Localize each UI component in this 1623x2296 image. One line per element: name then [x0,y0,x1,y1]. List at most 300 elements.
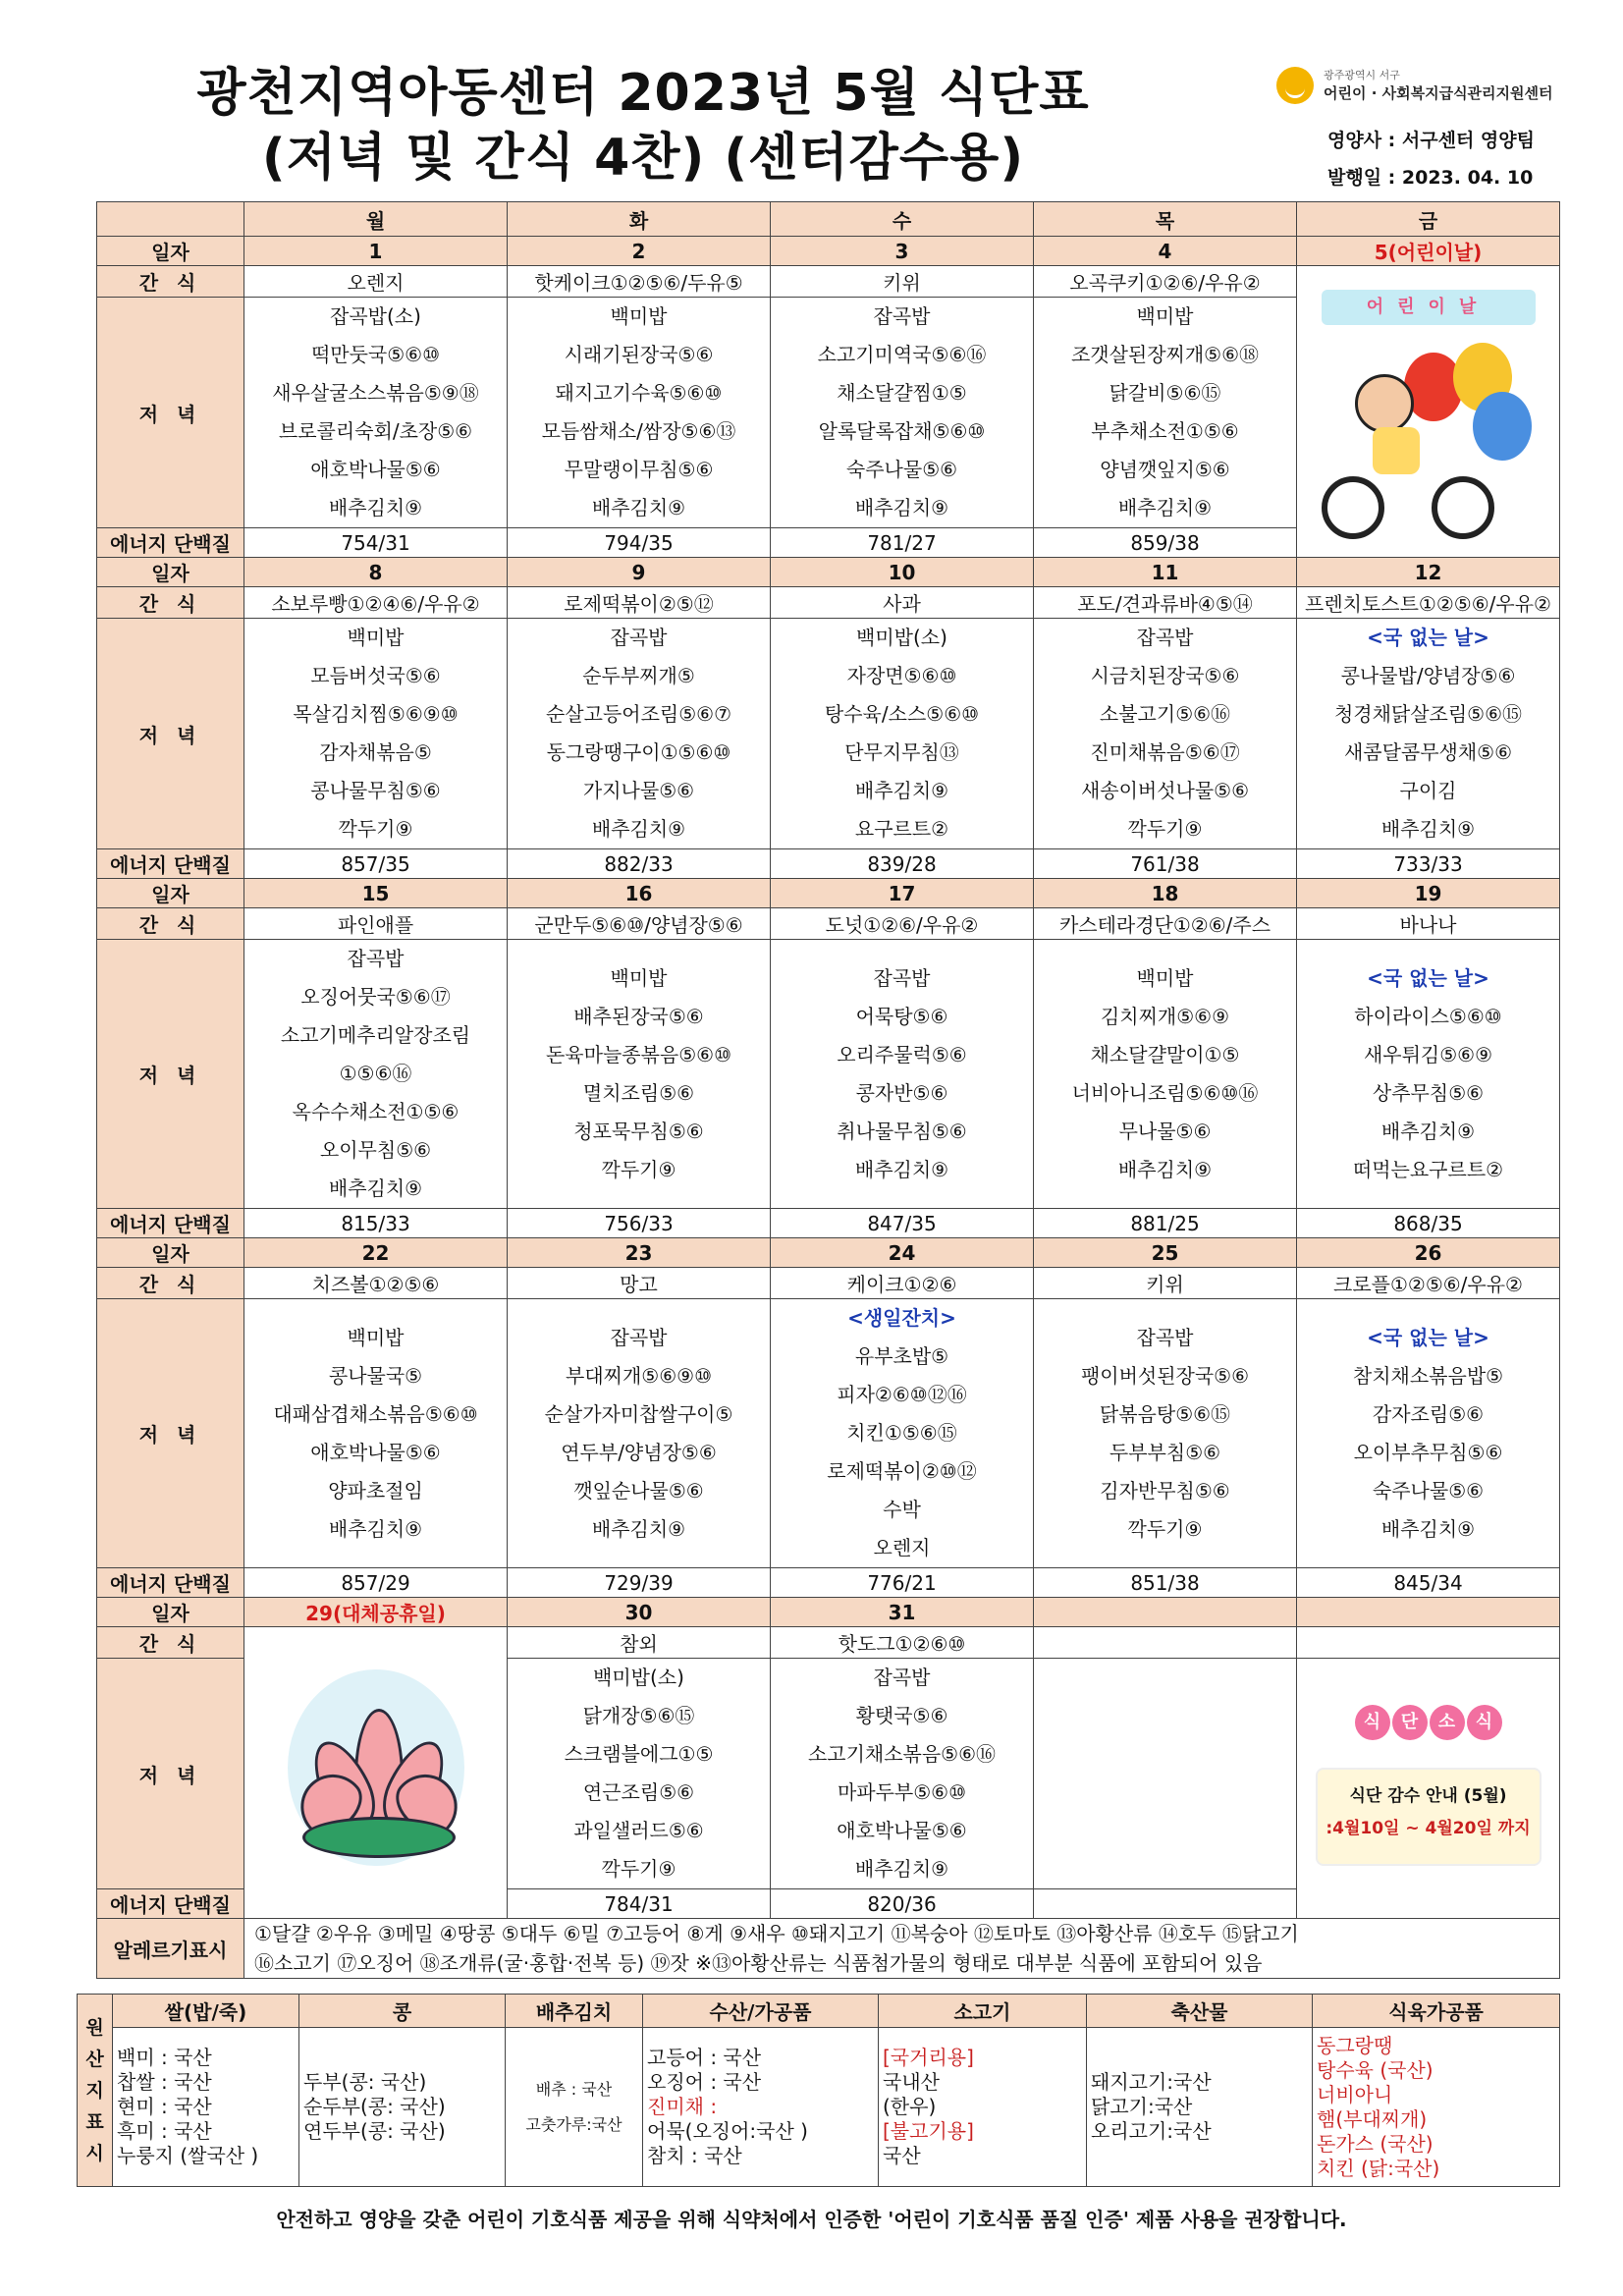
dish-item: 감자채볶음⑤ [319,740,432,764]
dish-item: 단무지무침⑬ [844,740,959,764]
origin-item: 누룽지 (쌀국산 ) [117,2144,259,2167]
snack-cell: 사과 [771,587,1034,619]
dinner-cell [244,1299,508,1568]
dinner-items [244,298,507,527]
date-cell: 17 [771,879,1034,908]
snack-label: 간 식 [97,1627,244,1659]
wheel-icon [1322,476,1384,539]
dinner-cell [1297,619,1560,849]
dish-item: 애호박나물⑤⑥ [837,1819,967,1842]
child-body-icon [1373,427,1420,474]
snack-cell: 포도/견과류바④⑤⑭ [1034,587,1297,619]
snack-cell: 키위 [771,266,1034,298]
origin-item: 찹쌀 : 국산 [117,2070,212,2094]
origin-head-kimchi: 배추김치 [506,1995,643,2028]
dish-item: 잡곡밥 [1136,626,1194,649]
origin-head-bean: 콩 [299,1995,506,2028]
dinner-items [508,959,770,1189]
date-row [97,237,1560,266]
banner-text: 어린이날 [1366,297,1490,317]
energy-row [97,1568,1560,1598]
energy-cell: 784/31 [508,1889,771,1919]
energy-cell: 868/35 [1297,1209,1560,1238]
snack-cell: 카스테라경단①②⑥/주스 [1034,908,1297,940]
snack-cell: 케이크①②⑥ [771,1268,1034,1299]
dish-item: 부대찌개⑤⑥⑨⑩ [566,1363,712,1388]
snack-cell: 소보루빵①②④⑥/우유② [244,587,508,619]
origin-head-livestock: 축산물 [1087,1995,1313,2028]
energy-cell: 857/35 [244,849,508,879]
dish-item: 잡곡밥 [610,626,668,649]
day-thu: 목 [1034,202,1297,237]
origin-item: 돈가스 (국산) [1317,2131,1434,2156]
origin-item: 고춧가루:국산 [525,2114,622,2134]
energy-cell: 794/35 [508,528,771,558]
wheel-icon [1432,476,1494,539]
dish-item: 새송이버섯나물⑤⑥ [1080,779,1250,802]
notice-line-2: :4월10일 ~ 4월20일 까지 [1325,1819,1531,1838]
dish-item: 너비아니조림⑤⑥⑩⑯ [1071,1080,1259,1105]
date-cell: 16 [508,879,771,908]
origin-item: 동그랑땡 [1317,2033,1393,2057]
dish-item: 떡만둣국⑤⑥⑩ [310,343,441,366]
badge-char: 소 [1430,1705,1465,1740]
origin-item: 고등어 : 국산 [647,2046,762,2069]
dinner-items [771,1659,1033,1888]
dietitian: 영양사 : 서구센터 영양팀 [1327,130,1535,151]
snack-cell: 망고 [508,1268,771,1299]
dish-item: 백미밥 [347,626,405,649]
dish-item: 오리주물럭⑤⑥ [837,1042,967,1066]
dish-item: 콩나물밥/양념장⑤⑥ [1340,664,1516,687]
origin-item: 닭고기:국산 [1091,2095,1193,2118]
date-cell: 18 [1034,879,1297,908]
lotus-picture [244,1627,508,1919]
dish-item: 잡곡밥 [873,304,931,328]
energy-label: 에너지 단백질 [97,1209,244,1238]
notice-badges [1316,1705,1542,1740]
dish-item: 김치찌개⑤⑥⑨ [1100,1004,1230,1028]
origin-item: 오리고기:국산 [1091,2119,1212,2143]
dinner-row [97,940,1560,1209]
dish-item: 오이무침⑤⑥ [319,1138,432,1162]
child-bicycle-illustration [1316,284,1542,539]
dish-item: 하이라이스⑤⑥⑩ [1354,1004,1502,1028]
dinner-label: 저 녁 [97,940,244,1209]
dish-item: 백미밥(소) [856,626,947,649]
dish-item: <국 없는 날> [1367,626,1489,649]
energy-cell: 851/38 [1034,1568,1297,1598]
origin-beef [879,2028,1087,2187]
dish-item: 닭갈비⑤⑥⑮ [1109,381,1221,405]
date-cell: 2 [508,237,771,266]
childrens-day-banner [1322,290,1536,325]
dish-item: 배추김치⑨ [591,817,686,841]
dish-item: <국 없는 날> [1367,965,1489,990]
snack-label: 간 식 [97,266,244,298]
origin-livestock [1087,2028,1313,2187]
dish-item: 숙주나물⑤⑥ [845,458,958,481]
dish-item: 구이김 [1399,779,1457,802]
dinner-label: 저 녁 [97,1299,244,1568]
origin-head-beef: 소고기 [879,1995,1087,2028]
origin-item: 배추 : 국산 [535,2079,613,2099]
snack-cell: 오렌지 [244,266,508,298]
dish-item: 배추김치⑨ [854,496,949,519]
energy-cell: 733/33 [1297,849,1560,879]
dish-item: 새콤달콤무생채⑤⑥ [1343,740,1513,764]
snack-cell: 키위 [1034,1268,1297,1299]
origin-item: 너비아니 [1317,2082,1393,2106]
dish-item: 깍두기⑨ [338,817,413,841]
date-label: 일자 [97,1598,244,1627]
snack-row [97,908,1560,940]
energy-label: 에너지 단백질 [97,1889,244,1919]
dinner-items [1034,298,1296,527]
dish-item: 황탯국⑤⑥ [855,1704,948,1727]
dish-item: 모듬쌈채소/쌈장⑤⑥⑬ [541,419,736,443]
origin-item: 백미 : 국산 [117,2046,212,2069]
dish-item: 자장면⑤⑥⑩ [846,664,957,687]
badge-char: 식 [1355,1705,1390,1740]
dinner-row [97,1299,1560,1568]
origin-item: 산 [85,2048,104,2070]
origin-item: 참치 : 국산 [647,2144,742,2167]
notice-line-1: 식단 감수 안내 (5월) [1349,1786,1507,1806]
dinner-label: 저 녁 [97,1659,244,1889]
dish-item: 닭볶음탕⑤⑥⑮ [1099,1401,1231,1426]
dish-item: 잡곡밥(소) [330,304,421,328]
balloon-icon [1473,392,1532,461]
dinner-cell [1034,940,1297,1209]
snack-cell [1034,1627,1297,1659]
dish-item: 어묵탕⑤⑥ [855,1004,948,1028]
dish-item: 닭개장⑤⑥⑮ [582,1704,695,1727]
dish-item: 참치채소볶음밥⑤ [1352,1363,1504,1388]
dinner-row [97,619,1560,849]
origin-item: 오징어 : 국산 [647,2070,762,2094]
energy-cell: 815/33 [244,1209,508,1238]
date-row [97,1238,1560,1268]
dish-item: 무나물⑤⑥ [1118,1119,1212,1143]
lotus-illustration [268,1660,484,1886]
snack-row [97,587,1560,619]
energy-cell: 859/38 [1034,528,1297,558]
date-row [97,1598,1560,1627]
date-cell: 26 [1297,1238,1560,1268]
dinner-label: 저 녁 [97,619,244,849]
date-cell: 8 [244,558,508,587]
notice-cell [1297,1659,1560,1919]
dish-item: 두부부침⑤⑥ [1109,1440,1221,1464]
date-row [97,879,1560,908]
origin-item: 탕수육 (국산) [1317,2057,1434,2082]
dish-item: 백미밥 [610,304,668,328]
energy-cell: 756/33 [508,1209,771,1238]
dish-item: 양념깻잎지⑤⑥ [1100,458,1230,481]
date-cell: 24 [771,1238,1034,1268]
page-title: 광천지역아동센터 2023년 5월 식단표 [196,64,1090,123]
origin-processed [1313,2028,1560,2187]
dinner-cell [771,940,1034,1209]
dish-item: 소고기채소볶음⑤⑥⑯ [807,1742,997,1766]
dish-item: 탕수육/소스⑤⑥⑩ [824,702,980,726]
dish-item: 소고기미역국⑤⑥⑯ [817,343,987,366]
snack-cell [1297,1627,1560,1659]
dish-item: 채소달걀찜①⑤ [837,381,967,405]
child-head-icon [1355,374,1414,433]
badge-char: 식 [1467,1705,1502,1740]
origin-item: 시 [85,2142,104,2164]
dish-item: 콩나물국⑤ [328,1363,423,1388]
dish-item: 깻잎순나물⑤⑥ [573,1478,704,1503]
energy-cell: 857/29 [244,1568,508,1598]
energy-label: 에너지 단백질 [97,528,244,558]
dish-item: 알록달록잡채⑤⑥⑩ [818,419,986,443]
allergen-label: 알레르기표시 [97,1919,244,1979]
dish-item: 배추김치⑨ [1117,496,1213,519]
energy-cell [1034,1889,1297,1919]
dish-item: 취나물무침⑤⑥ [837,1119,967,1143]
origin-item: 원 [85,2016,104,2039]
energy-cell: 781/27 [771,528,1034,558]
snack-cell: 핫케이크①②⑤⑥/두유⑤ [508,266,771,298]
date-row [97,558,1560,587]
dish-item: 배추김치⑨ [854,1157,949,1181]
dish-item: 새우튀김⑤⑥⑨ [1363,1042,1493,1066]
dish-item: 깍두기⑨ [1127,817,1203,841]
origin-item: 흑미 : 국산 [117,2119,212,2143]
date-cell: 23 [508,1238,771,1268]
dish-item: 순살고등어조림⑤⑥⑦ [545,702,732,726]
dish-item: <생일잔치> [847,1306,956,1330]
dinner-items [1034,959,1296,1189]
dinner-cell [1297,940,1560,1209]
energy-cell: 776/21 [771,1568,1034,1598]
dish-item: 무말랭이무침⑤⑥ [564,458,714,481]
dish-item: 깍두기⑨ [601,1157,676,1181]
snack-row [97,1627,1560,1659]
energy-row [97,849,1560,879]
dinner-items [508,298,770,527]
date-cell: 30 [508,1598,771,1627]
energy-cell: 754/31 [244,528,508,558]
origin-item: 진미채 : [647,2095,718,2118]
dish-item: 백미밥 [1136,304,1194,328]
origin-item: 돼지고기:국산 [1091,2070,1212,2094]
snack-cell: 치즈볼①②⑤⑥ [244,1268,508,1299]
dish-item: 소고기메추리알장조림 [280,1023,471,1047]
dish-item: 배추김치⑨ [854,1857,949,1881]
allergen-legend [244,1919,1560,1979]
dish-item: 브로콜리숙회/초장⑤⑥ [278,419,473,443]
snack-label: 간 식 [97,908,244,940]
energy-row [97,1209,1560,1238]
menu-review-notice [1316,1705,1542,1872]
snack-label: 간 식 [97,1268,244,1299]
dish-item: 배추김치⑨ [591,496,686,519]
origin-item: 순두부(콩: 국산) [303,2095,446,2118]
dish-item: 애호박나물⑤⑥ [310,458,441,481]
dinner-items [244,619,507,848]
origin-item: 연두부(콩: 국산) [303,2119,446,2143]
dinner-items [508,619,770,848]
logo-main-text: 어린이 · 사회복지급식관리지원센터 [1324,84,1553,102]
origin-item: 현미 : 국산 [117,2095,212,2118]
dish-item: 피자②⑥⑩⑫⑯ [837,1383,967,1406]
energy-cell: 729/39 [508,1568,771,1598]
dinner-items [1034,1319,1296,1549]
date-cell: 29(대체공휴일) [244,1598,508,1627]
energy-cell: 820/36 [771,1889,1034,1919]
origin-item: 햄(부대찌개) [1317,2106,1428,2131]
snack-cell: 바나나 [1297,908,1560,940]
dish-item: 깍두기⑨ [601,1857,676,1881]
dish-item: 배추된장국⑤⑥ [573,1004,704,1028]
dish-item: ①⑤⑥⑯ [339,1062,412,1085]
date-cell: 11 [1034,558,1297,587]
dish-item: 애호박나물⑤⑥ [310,1440,441,1464]
origin-rice [113,2028,299,2187]
energy-cell: 881/25 [1034,1209,1297,1238]
dish-item: 떠먹는요구르트② [1352,1157,1504,1181]
day-mon: 월 [244,202,508,237]
dish-item: 배추김치⑨ [1117,1157,1213,1181]
allergen-line-2: ⑯소고기 ⑰오징어 ⑱조개류(굴·홍합·전복 등) ⑲잣 ※⑬아황산류는 식품첨가물의 형태로 대부분 식품에 포함되어 있음 [254,1951,1263,1975]
dish-item: 콩자반⑤⑥ [855,1080,948,1105]
date-cell: 5(어린이날) [1297,237,1560,266]
dish-item: 유부초밥⑤ [854,1344,949,1368]
date-cell: 25 [1034,1238,1297,1268]
allergen-row [97,1919,1560,1979]
dish-item: 소불고기⑤⑥⑯ [1099,702,1231,726]
dish-item: 오이부추무침⑤⑥ [1353,1440,1503,1464]
origin-item: 국산 [883,2144,921,2167]
date-label: 일자 [97,1238,244,1268]
origin-item: (한우) [883,2095,937,2118]
footer-notice: 안전하고 영양을 갖춘 어린이 기호식품 제공을 위해 식약처에서 인증한 '어린이 기호식품 품질 인증' 제품 사용을 권장합니다. [276,2208,1347,2231]
dish-item: 숙주나물⑤⑥ [1372,1478,1485,1503]
snack-cell: 프렌치토스트①②⑤⑥/우유② [1297,587,1560,619]
dinner-cell [508,1299,771,1568]
dinner-cell [244,298,508,528]
dish-item: 모듬버섯국⑤⑥ [310,664,441,687]
snack-cell: 로제떡볶이②⑤⑫ [508,587,771,619]
dish-item: 요구르트② [854,817,949,841]
dish-item: 배추김치⑨ [328,496,423,519]
snack-cell: 도넛①②⑥/우유② [771,908,1034,940]
dish-item: 과일샐러드⑤⑥ [573,1819,704,1842]
dish-item: 새우살굴소스볶음⑤⑨⑱ [272,381,479,405]
snack-cell: 크로플①②⑤⑥/우유② [1297,1268,1560,1299]
snack-label: 간 식 [97,587,244,619]
dish-item: 채소달걀말이①⑤ [1090,1042,1240,1066]
dinner-cell [508,298,771,528]
dish-item: 부추채소전①⑤⑥ [1091,419,1239,443]
dinner-items [508,1659,770,1888]
dish-item: 옥수수채소전①⑤⑥ [292,1100,460,1123]
origin-head-rice: 쌀(밥/죽) [113,1995,299,2028]
dinner-items [771,959,1033,1189]
snack-cell: 핫도그①②⑥⑩ [771,1627,1034,1659]
dinner-items [771,1299,1033,1567]
date-label: 일자 [97,237,244,266]
dish-item: 배추김치⑨ [1380,1516,1476,1541]
dish-item: 조갯살된장찌개⑤⑥⑱ [1070,343,1260,366]
dish-item: 청포묵무침⑤⑥ [573,1119,704,1143]
dish-item: 상추무침⑤⑥ [1372,1080,1485,1105]
origin-seafood [643,2028,879,2187]
dish-item: 김자반무침⑤⑥ [1100,1478,1230,1503]
origin-item: 지 [85,2079,104,2102]
dish-item: 멸치조림⑤⑥ [582,1080,695,1105]
dish-item: 잡곡밥 [873,965,931,990]
origin-header-row [78,1995,1560,2028]
energy-cell: 761/38 [1034,849,1297,879]
date-cell: 4 [1034,237,1297,266]
dinner-items [1297,1319,1559,1549]
dinner-cell [508,940,771,1209]
dish-item: 잡곡밥 [873,1666,931,1689]
day-fri: 금 [1297,202,1560,237]
origin-head-seafood: 수산/가공품 [643,1995,879,2028]
origin-item: 표 [85,2110,104,2133]
dinner-items [771,298,1033,527]
childrens-day-picture [1297,266,1560,558]
dish-item: 가지나물⑤⑥ [582,779,695,802]
dinner-cell [244,940,508,1209]
dish-item: 백미밥 [610,965,668,990]
dinner-cell [771,1299,1034,1568]
dish-item: 백미밥 [347,1325,405,1349]
origin-head-processed: 식육가공품 [1313,1995,1560,2028]
origin-kimchi [506,2028,643,2187]
snack-row [97,1268,1560,1299]
dinner-cell [1034,1299,1297,1568]
dinner-items [1297,959,1559,1189]
dinner-cell [508,1659,771,1889]
origin-body-row [78,2028,1560,2187]
dish-item: 연근조림⑤⑥ [582,1780,695,1804]
menu-table [96,201,1560,1979]
dish-item: 배추김치⑨ [1380,1119,1476,1143]
dish-item: 콩나물무침⑤⑥ [310,779,441,802]
dish-item: 배추김치⑨ [1380,817,1476,841]
origin-item: [국거리용] [883,2046,974,2069]
energy-cell: 845/34 [1297,1568,1560,1598]
dish-item: 시래기된장국⑤⑥ [564,343,714,366]
energy-cell: 847/35 [771,1209,1034,1238]
dish-item: 오렌지 [873,1536,931,1559]
dinner-label: 저 녁 [97,298,244,528]
date-cell: 31 [771,1598,1034,1627]
date-cell: 22 [244,1238,508,1268]
dinner-cell [508,619,771,849]
dinner-items [1297,619,1559,848]
energy-cell: 839/28 [771,849,1034,879]
dish-item: 대패삼겹채소볶음⑤⑥⑩ [273,1401,478,1426]
origin-item: 치킨 (닭:국산) [1317,2156,1440,2180]
date-cell: 15 [244,879,508,908]
dish-item: 양파초절임 [328,1478,423,1503]
snack-cell: 파인애플 [244,908,508,940]
dinner-cell [1297,1299,1560,1568]
badge-char: 단 [1392,1705,1428,1740]
date-cell: 9 [508,558,771,587]
dish-item: 순살가자미찹쌀구이⑤ [544,1401,733,1426]
dish-item: 잡곡밥 [347,947,405,970]
day-header-row [97,202,1560,237]
